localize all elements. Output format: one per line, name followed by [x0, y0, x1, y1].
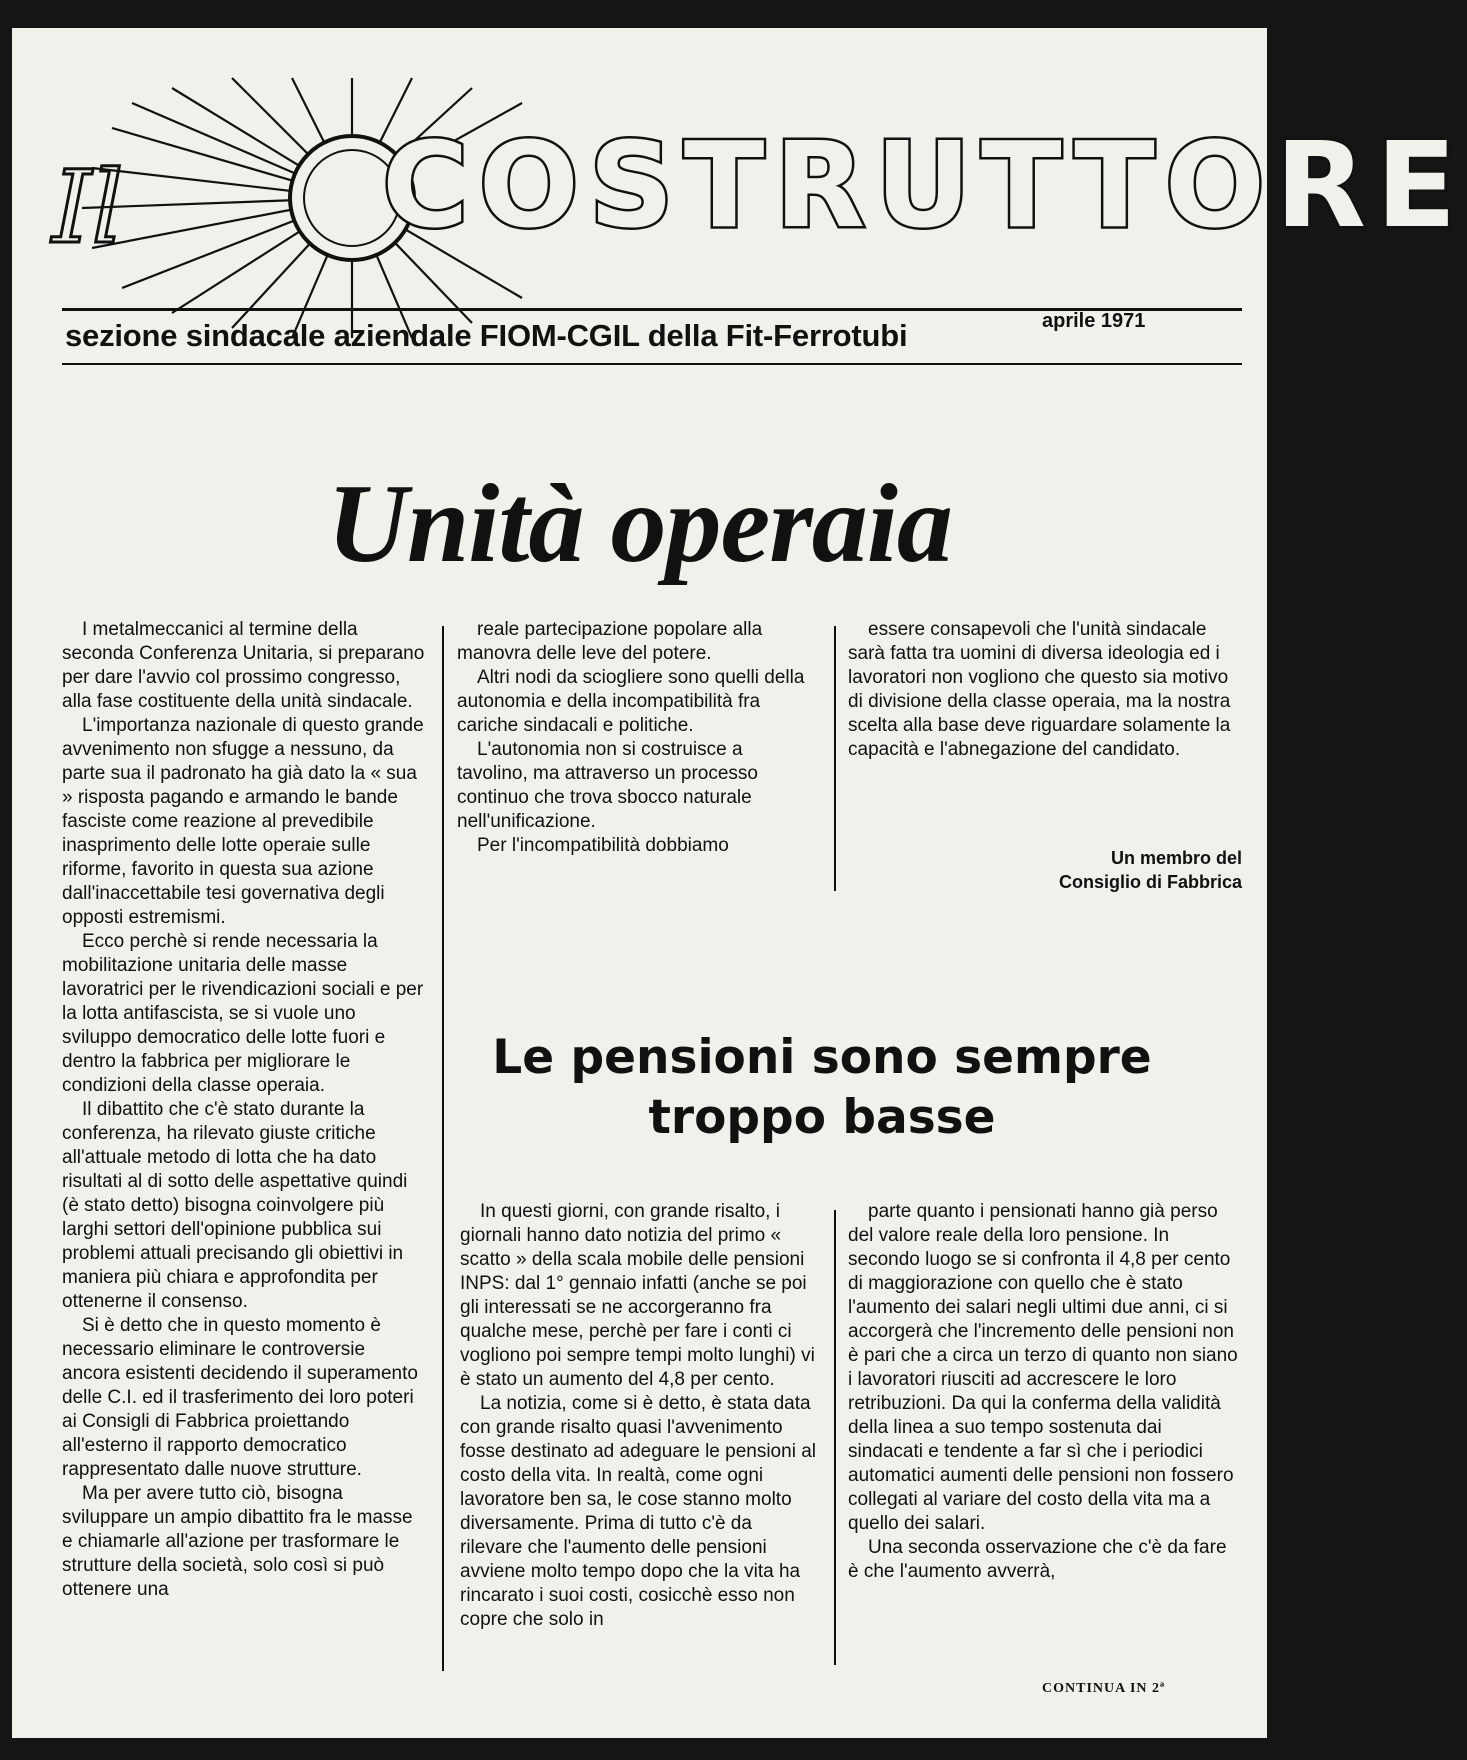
paragraph: Il dibattito che c'è stato durante la conferenza, ha rilevato giuste critiche all'attuale metodo di lotta che ha dato risultati al di sotto delle aspettative quindi (è stato detto) bisogna coinvolgere più larghi settori dell'opinione pubblica sui problemi attuali precisando gli obiettivi in maniera più chiara e approfondita per ottenerne il consenso.: [62, 1099, 408, 1312]
paragraph: L'importanza nazionale di questo grande avvenimento non sfugge a nessuno, da parte sua il padronato ha già dato la « sua » risposta pagando e armando le bande fasciste come reazione al prevedibile inasprimento delle lotte operaie sulle riforme, favorito in questa sua azione dall'inaccettabile tesi governativa degli opposti estremismi.: [62, 715, 424, 928]
paragraph: essere consapevoli che l'unità sindacale sarà fatta tra uomini di diversa ideologia ed i lavoratori non vogliono che questo sia motivo di divisione della classe operaia, ma la nostra scelta alla base deve riguardare solamente la capacità e l'abnegazione del candidato.: [848, 619, 1231, 760]
paragraph: parte quanto i pensionati hanno già perso del valore reale della loro pensione. In secondo luogo se si confronta il 4,8 per cento di maggiorazione con quello che è stato l'aumento dei salari negli ultimi due anni, ci si accorgerà che l'incremento delle pensioni non è pari che a circa un terzo di quanto non siano i lavoratori riusciti ad accrescere le loro retribuzioni. Da qui la conferma della validità della linea a suo tempo sostenuta dai sindacati e tendente a far sì che i periodici automatici aumenti delle pensioni non fossero collegati al variare del costo della vita ma a quello dei salari.: [848, 1201, 1238, 1534]
paragraph: Altri nodi da sciogliere sono quelli della autonomia e della incompatibilità fra cariche sindacali e politiche.: [457, 667, 805, 736]
paragraph: Ecco perchè si rende necessaria la mobilitazione unitaria delle masse lavoratrici per le rivendicazioni sociali e per la lotta antifascista, se si vuole uno sviluppo democratico delle lotte fuori e dentro la fabbrica per migliorare le condizioni della classe operaia.: [62, 931, 424, 1096]
article2-column-1: [460, 1200, 816, 1632]
signature-line-2: Consiglio di Fabbrica: [1058, 872, 1242, 892]
paragraph: In questi giorni, con grande risalto, i giornali hanno dato notizia del primo « scatto » della scala mobile delle pensioni INPS: dal 1° gennaio infatti (anche se poi gli interessati se ne accorgeranno fra qualche mese, perchè per fare i conti ci vogliono poi sempre tempi molto lunghi) vi è stato un aumento del 4,8 per cento.: [460, 1201, 815, 1390]
headline-unita-operaia: Unità operaia: [327, 462, 952, 586]
masthead-title: COSTRUTTORE: [382, 116, 1467, 254]
paragraph: reale partecipazione popolare alla manovra delle leve del potere.: [457, 619, 763, 664]
column-divider: [834, 1210, 836, 1665]
paragraph: I metalmeccanici al termine della seconda Conferenza Unitaria, si preparano per dare l'avvio col prossimo congresso, alla fase costituente della unità sindacale.: [62, 619, 425, 712]
headline-pensioni: [442, 1028, 1202, 1148]
continued-on-page-2: CONTINUA IN 2ª: [1042, 1681, 1166, 1696]
article1-column-3: [848, 618, 1238, 762]
masthead: [52, 98, 1467, 298]
paragraph: La notizia, come si è detto, è stata data con grande risalto quasi l'avvenimento fosse destinato ad adeguare le pensioni al costo della vita. In realtà, come ogni lavoratore ben sa, le cose stanno molto diversamente. Prima di tutto c'è da rilevare che l'aumento delle pensioni avviene molto tempo dopo che la vita ha rincarato i suoi costi, cosicchè esso non copre che solo in: [460, 1393, 816, 1630]
article2-column-2: [848, 1200, 1238, 1584]
paragraph: Per l'incompatibilità dobbiamo: [477, 835, 729, 856]
headline-line-1: Le pensioni sono sempre: [492, 1030, 1152, 1085]
paragraph: Una seconda osservazione che c'è da fare è che l'aumento avverrà,: [848, 1537, 1227, 1582]
masthead-rule-bottom: [62, 363, 1242, 365]
headline-line-2: troppo basse: [648, 1090, 996, 1145]
article1-column-1: [62, 618, 427, 1602]
masthead-prefix: Il: [52, 149, 124, 266]
paragraph: Ma per avere tutto ciò, bisogna sviluppare un ampio dibattito fra le masse e chiamarle all'azione per trasformare le strutture della società, solo così si può ottenere una: [62, 1483, 413, 1600]
signature-line-1: Un membro del: [1110, 848, 1242, 868]
article1-signature: [932, 846, 1242, 894]
issue-date: aprile 1971: [1042, 310, 1146, 332]
article1-column-2: [457, 618, 817, 858]
column-divider: [442, 626, 444, 1671]
union-section-subtitle: sezione sindacale aziendale FIOM-CGIL della Fit-Ferrotubi: [65, 318, 908, 353]
column-divider: [834, 626, 836, 891]
newspaper-page: [12, 28, 1467, 1738]
paragraph: Si è detto che in questo momento è necessario eliminare le controversie ancora esistenti decidendo il superamento delle C.I. ed il trasferimento dei loro poteri ai Consigli di Fabbrica proiettando all'esterno il rapporto democratico rappresentato dalle nuove strutture.: [62, 1315, 418, 1480]
paragraph: L'autonomia non si costruisce a tavolino, ma attraverso un processo continuo che trova sbocco naturale nell'unificazione.: [457, 739, 758, 832]
